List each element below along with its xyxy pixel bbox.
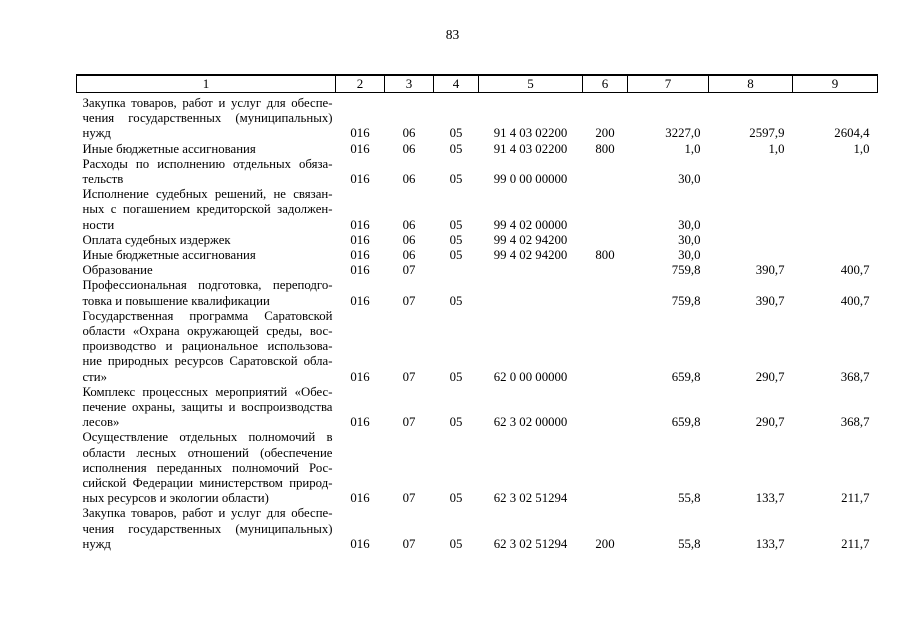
code-cell [583,187,628,233]
code-cell: 91 4 03 02200 [493,126,568,141]
table-row [77,385,878,431]
code-cell: 99 4 02 94200 [493,248,568,263]
code-cell: 016 [350,141,370,156]
row-label-line: Осуществление отдельных полномочий в [82,430,333,445]
row-label-line: Образование [82,263,153,278]
code-cell: 07 [402,369,416,384]
amount-cell [709,187,793,233]
code-cell: 05 [449,536,463,551]
amount-cell: 30,0 [678,217,701,232]
code-cell [583,263,628,278]
page-number: 83 [445,27,460,42]
amount-cell: 1,0 [684,141,701,156]
row-label-line: Иные бюджетные ассигнования [82,141,256,156]
code-cell: 05 [449,369,463,384]
table-row [77,263,878,278]
code-cell [583,233,628,248]
code-cell: 06 [402,172,416,187]
code-cell: 800 [595,248,615,263]
table-row [77,142,878,157]
code-cell: 62 0 00 00000 [493,369,568,384]
header-cell: 2 [336,75,385,93]
row-label [77,278,336,308]
row-label-line: чения государственных (муниципальных) [82,521,333,536]
row-label-line: ние природных ресурсов Саратовской обла- [82,354,333,369]
code-cell: 07 [402,263,416,278]
code-cell [583,309,628,385]
row-label-line: Иные бюджетные ассигнования [82,248,256,263]
row-label-line: Комплекс процессных мероприятий «Обес- [82,384,333,399]
amount-cell: 390,7 [755,263,785,278]
code-cell: 016 [350,126,370,141]
amount-cell: 759,8 [671,263,701,278]
code-cell: 06 [402,248,416,263]
table-row [77,309,878,385]
header-cell: 7 [628,75,709,93]
amount-cell: 2597,9 [749,126,785,141]
code-cell: 200 [595,126,615,141]
row-label-line: Закупка товаров, работ и услуг для обеспе- [82,96,333,110]
row-label-line: Оплата судебных издержек [82,232,231,247]
amount-cell: 659,8 [671,415,701,430]
code-cell: 05 [449,248,463,263]
budget-table [76,74,878,552]
table-row [77,187,878,233]
table-body [77,93,878,553]
code-cell: 07 [402,536,416,551]
table-row [77,157,878,187]
code-cell [583,430,628,506]
amount-cell: 211,7 [841,491,870,506]
row-label-line: Государственная программа Саратовской [82,308,333,323]
amount-cell [793,248,878,263]
amount-cell: 55,8 [678,536,701,551]
amount-cell: 390,7 [755,293,785,308]
table-header-row [77,75,878,93]
amount-cell: 1,0 [768,141,785,156]
row-label [77,187,336,233]
code-cell: 016 [350,415,370,430]
amount-cell [709,248,793,263]
table-row [77,233,878,248]
row-label-line: Исполнение судебных решений, не связан- [82,187,333,202]
row-label [77,263,336,278]
row-label [77,506,336,552]
amount-cell [709,233,793,248]
amount-cell: 659,8 [671,369,701,384]
amount-cell: 30,0 [678,232,701,247]
code-cell [434,263,479,278]
code-cell: 99 4 02 00000 [493,217,568,232]
code-cell: 99 4 02 94200 [493,232,568,247]
amount-cell: 2604,4 [834,126,870,141]
amount-cell: 30,0 [678,248,701,263]
code-cell: 016 [350,293,370,308]
code-cell: 99 0 00 00000 [493,172,568,187]
code-cell: 016 [350,232,370,247]
amount-cell: 1,0 [853,141,870,156]
row-label-line: сти» [82,369,108,384]
code-cell: 05 [449,172,463,187]
amount-cell [793,157,878,187]
code-cell: 62 3 02 51294 [493,491,568,506]
header-cell: 1 [77,75,336,93]
row-label [77,142,336,157]
table-row [77,430,878,506]
row-label-line: Расходы по исполнению отдельных обяза- [82,156,333,171]
code-cell [583,385,628,431]
header-cell: 4 [434,75,479,93]
row-label-line: товка и повышение квалификации [82,293,270,308]
code-cell: 91 4 03 02200 [493,141,568,156]
code-cell: 05 [449,232,463,247]
row-label-line: печение охраны, защиты и воспроизводства [82,400,333,415]
header-cell: 5 [479,75,583,93]
code-cell [583,157,628,187]
amount-cell: 55,8 [678,491,701,506]
amount-cell: 400,7 [840,263,870,278]
code-cell: 200 [595,536,615,551]
code-cell: 016 [350,536,370,551]
code-cell: 06 [402,217,416,232]
code-cell: 62 3 02 51294 [493,536,568,551]
code-cell: 05 [449,491,463,506]
amount-cell: 368,7 [840,369,870,384]
amount-cell: 211,7 [841,536,870,551]
amount-cell: 368,7 [840,415,870,430]
header-cell: 9 [793,75,878,93]
code-cell: 06 [402,126,416,141]
amount-cell [709,157,793,187]
row-label-line: ных ресурсов и экологии области) [82,491,269,506]
code-cell: 016 [350,491,370,506]
row-label [77,385,336,431]
amount-cell [793,187,878,233]
code-cell: 06 [402,141,416,156]
row-label-line: сийской Федерации министерством природ- [82,476,333,491]
code-cell [583,278,628,308]
row-label [77,430,336,506]
amount-cell: 3227,0 [665,126,701,141]
code-cell: 05 [449,293,463,308]
code-cell: 016 [350,263,370,278]
table-row [77,93,878,142]
header-cell: 3 [385,75,434,93]
row-label [77,248,336,263]
amount-cell: 133,7 [755,491,785,506]
code-cell: 016 [350,369,370,384]
code-cell [479,263,583,278]
code-cell: 016 [350,217,370,232]
amount-cell: 400,7 [840,293,870,308]
amount-cell: 290,7 [755,369,785,384]
code-cell: 07 [402,491,416,506]
code-cell: 05 [449,141,463,156]
row-label-line: ности [82,217,115,232]
code-cell: 016 [350,248,370,263]
table-row [77,248,878,263]
code-cell: 05 [449,415,463,430]
code-cell: 800 [595,141,615,156]
header-cell: 6 [583,75,628,93]
row-label-line: тельств [82,172,124,187]
amount-cell [793,233,878,248]
row-label [77,93,336,142]
code-cell: 05 [449,217,463,232]
row-label-line: нужд [82,126,111,141]
amount-cell: 759,8 [671,293,701,308]
amount-cell: 133,7 [755,536,785,551]
code-cell: 07 [402,415,416,430]
row-label-line: исполнения переданных полномочий Рос- [82,460,333,475]
row-label [77,157,336,187]
row-label-line: Закупка товаров, работ и услуг для обеспе- [82,506,333,521]
row-label-line: области «Охрана окружающей среды, вос- [82,324,333,339]
code-cell: 05 [449,126,463,141]
header-cell: 8 [709,75,793,93]
code-cell: 016 [350,172,370,187]
row-label-line: чения государственных (муниципальных) [82,111,333,126]
row-label [77,233,336,248]
row-label-line: ных с погашением кредиторской задолжен- [82,202,333,217]
table-row [77,506,878,552]
row-label-line: области лесных отношений (обеспечение [82,445,333,460]
amount-cell: 30,0 [678,172,701,187]
code-cell: 07 [402,293,416,308]
code-cell: 06 [402,232,416,247]
code-cell [479,278,583,308]
table-row [77,278,878,308]
row-label-line: лесов» [82,415,120,430]
row-label-line: нужд [82,536,111,551]
row-label [77,309,336,385]
code-cell: 62 3 02 00000 [493,415,568,430]
row-label-line: Профессиональная подготовка, переподго- [82,278,333,293]
amount-cell: 290,7 [755,415,785,430]
row-label-line: производство и рациональное использова- [82,339,333,354]
